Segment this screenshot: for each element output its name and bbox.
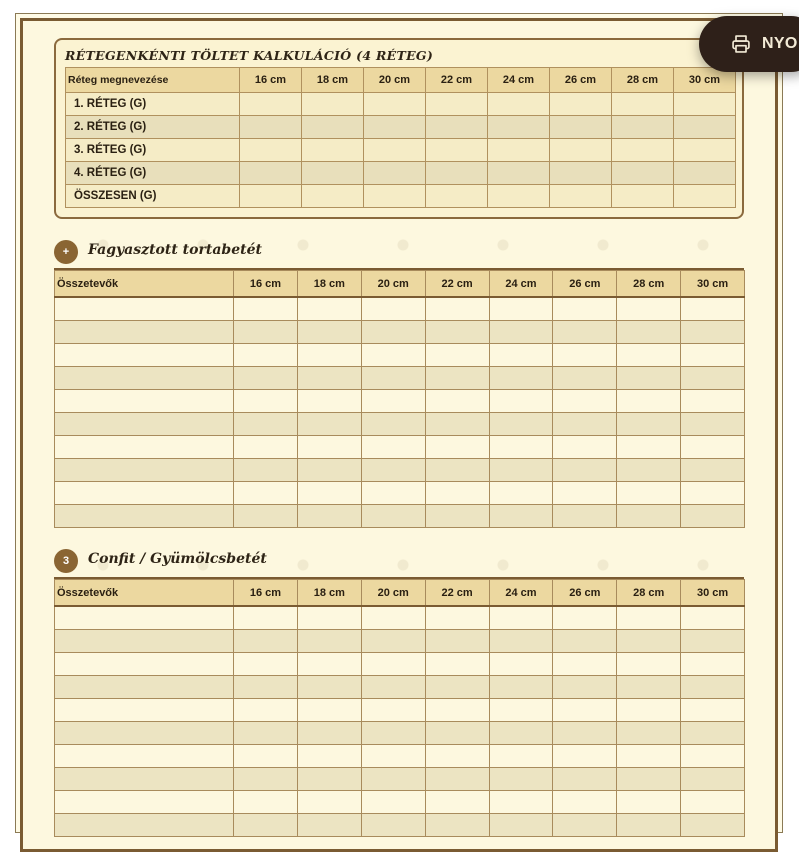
value-cell[interactable] xyxy=(617,630,681,653)
ingredient-cell[interactable] xyxy=(55,768,234,791)
value-cell[interactable] xyxy=(361,505,425,528)
size-header: 18 cm xyxy=(302,68,364,93)
value-cell[interactable] xyxy=(302,116,364,139)
size-header: 28 cm xyxy=(617,580,681,607)
ingredient-cell[interactable] xyxy=(55,390,234,413)
value-cell[interactable] xyxy=(617,814,681,837)
value-cell[interactable] xyxy=(425,722,489,745)
value-cell[interactable] xyxy=(489,676,553,699)
value-cell[interactable] xyxy=(425,390,489,413)
value-cell[interactable] xyxy=(361,459,425,482)
value-cell[interactable] xyxy=(489,297,553,321)
value-cell[interactable] xyxy=(681,699,745,722)
value-cell[interactable] xyxy=(240,185,302,208)
value-cell[interactable] xyxy=(553,630,617,653)
value-cell[interactable] xyxy=(361,653,425,676)
size-header: 28 cm xyxy=(617,271,681,298)
section-number-badge: + xyxy=(54,240,78,264)
value-cell[interactable] xyxy=(681,390,745,413)
value-cell[interactable] xyxy=(361,482,425,505)
value-cell[interactable] xyxy=(297,630,361,653)
size-header: 20 cm xyxy=(364,68,426,93)
value-cell[interactable] xyxy=(361,321,425,344)
value-cell[interactable] xyxy=(617,606,681,630)
value-cell[interactable] xyxy=(234,606,298,630)
value-cell[interactable] xyxy=(681,482,745,505)
value-cell[interactable] xyxy=(302,139,364,162)
size-header: 24 cm xyxy=(489,580,553,607)
ingredient-cell[interactable] xyxy=(55,791,234,814)
value-cell[interactable] xyxy=(674,185,736,208)
value-cell[interactable] xyxy=(553,505,617,528)
value-cell[interactable] xyxy=(425,321,489,344)
layer-row-label: 1. RÉTEG (G) xyxy=(66,93,240,116)
table-row xyxy=(55,321,745,344)
value-cell[interactable] xyxy=(550,139,612,162)
value-cell[interactable] xyxy=(617,459,681,482)
value-cell[interactable] xyxy=(426,139,488,162)
value-cell[interactable] xyxy=(681,459,745,482)
value-cell[interactable] xyxy=(302,93,364,116)
table-row xyxy=(55,606,745,630)
value-cell[interactable] xyxy=(234,344,298,367)
ingredient-cell[interactable] xyxy=(55,653,234,676)
value-cell[interactable] xyxy=(550,93,612,116)
value-cell[interactable] xyxy=(297,699,361,722)
ingredient-cell[interactable] xyxy=(55,367,234,390)
value-cell[interactable] xyxy=(297,436,361,459)
table-row xyxy=(55,413,745,436)
value-cell[interactable] xyxy=(234,653,298,676)
value-cell[interactable] xyxy=(553,653,617,676)
size-header: 24 cm xyxy=(489,271,553,298)
value-cell[interactable] xyxy=(681,630,745,653)
layer-row-label: 3. RÉTEG (G) xyxy=(66,139,240,162)
layer-calculation-table xyxy=(65,67,736,208)
value-cell[interactable] xyxy=(361,390,425,413)
size-header: 16 cm xyxy=(234,580,298,607)
value-cell[interactable] xyxy=(553,768,617,791)
ingredient-cell[interactable] xyxy=(55,413,234,436)
size-header: 20 cm xyxy=(361,271,425,298)
value-cell[interactable] xyxy=(489,606,553,630)
value-cell[interactable] xyxy=(425,699,489,722)
value-cell[interactable] xyxy=(489,390,553,413)
table-row xyxy=(55,676,745,699)
value-cell[interactable] xyxy=(240,93,302,116)
value-cell[interactable] xyxy=(297,676,361,699)
value-cell[interactable] xyxy=(489,413,553,436)
print-button[interactable] xyxy=(699,16,799,72)
table-row xyxy=(55,653,745,676)
value-cell[interactable] xyxy=(674,116,736,139)
table-row xyxy=(66,185,736,208)
table-row xyxy=(55,459,745,482)
value-cell[interactable] xyxy=(240,139,302,162)
value-cell[interactable] xyxy=(302,162,364,185)
value-cell[interactable] xyxy=(489,505,553,528)
value-cell[interactable] xyxy=(297,390,361,413)
value-cell[interactable] xyxy=(617,745,681,768)
value-cell[interactable] xyxy=(426,185,488,208)
section-header-confit xyxy=(54,549,744,579)
value-cell[interactable] xyxy=(489,344,553,367)
value-cell[interactable] xyxy=(234,676,298,699)
value-cell[interactable] xyxy=(617,390,681,413)
value-cell[interactable] xyxy=(361,413,425,436)
size-header: 28 cm xyxy=(612,68,674,93)
table-row xyxy=(55,768,745,791)
value-cell[interactable] xyxy=(234,390,298,413)
value-cell[interactable] xyxy=(297,413,361,436)
value-cell[interactable] xyxy=(617,344,681,367)
table-row xyxy=(66,162,736,185)
value-cell[interactable] xyxy=(617,297,681,321)
value-cell[interactable] xyxy=(297,653,361,676)
size-header: 24 cm xyxy=(488,68,550,93)
value-cell[interactable] xyxy=(674,162,736,185)
ingredient-cell[interactable] xyxy=(55,699,234,722)
ingredient-cell[interactable] xyxy=(55,321,234,344)
table-row xyxy=(66,93,736,116)
value-cell[interactable] xyxy=(425,436,489,459)
table-row xyxy=(55,745,745,768)
value-cell[interactable] xyxy=(234,297,298,321)
value-cell[interactable] xyxy=(234,791,298,814)
value-cell[interactable] xyxy=(425,344,489,367)
value-cell[interactable] xyxy=(297,745,361,768)
ingredient-cell[interactable] xyxy=(55,606,234,630)
size-header: 22 cm xyxy=(426,68,488,93)
value-cell[interactable] xyxy=(553,459,617,482)
size-header: 16 cm xyxy=(240,68,302,93)
value-cell[interactable] xyxy=(681,606,745,630)
value-cell[interactable] xyxy=(488,185,550,208)
value-cell[interactable] xyxy=(681,745,745,768)
value-cell[interactable] xyxy=(612,116,674,139)
value-cell[interactable] xyxy=(234,745,298,768)
value-cell[interactable] xyxy=(553,791,617,814)
value-cell[interactable] xyxy=(617,653,681,676)
value-cell[interactable] xyxy=(425,505,489,528)
value-cell[interactable] xyxy=(364,185,426,208)
size-header: 26 cm xyxy=(553,580,617,607)
table-row xyxy=(55,791,745,814)
ingredient-cell[interactable] xyxy=(55,745,234,768)
value-cell[interactable] xyxy=(681,722,745,745)
value-cell[interactable] xyxy=(297,814,361,837)
value-cell[interactable] xyxy=(488,93,550,116)
value-cell[interactable] xyxy=(550,185,612,208)
value-cell[interactable] xyxy=(297,367,361,390)
value-cell[interactable] xyxy=(681,436,745,459)
value-cell[interactable] xyxy=(681,297,745,321)
value-cell[interactable] xyxy=(361,699,425,722)
value-cell[interactable] xyxy=(297,459,361,482)
ingredients-header: Összetevők xyxy=(55,580,234,607)
value-cell[interactable] xyxy=(553,367,617,390)
value-cell[interactable] xyxy=(553,745,617,768)
value-cell[interactable] xyxy=(553,344,617,367)
value-cell[interactable] xyxy=(489,791,553,814)
size-header: 16 cm xyxy=(234,271,298,298)
value-cell[interactable] xyxy=(489,653,553,676)
value-cell[interactable] xyxy=(617,699,681,722)
value-cell[interactable] xyxy=(681,505,745,528)
ingredient-cell[interactable] xyxy=(55,814,234,837)
table-row xyxy=(55,344,745,367)
layer-row-label: 4. RÉTEG (G) xyxy=(66,162,240,185)
value-cell[interactable] xyxy=(425,606,489,630)
value-cell[interactable] xyxy=(426,93,488,116)
print-button-label: NYO xyxy=(762,35,798,52)
value-cell[interactable] xyxy=(234,722,298,745)
value-cell[interactable] xyxy=(617,791,681,814)
value-cell[interactable] xyxy=(234,459,298,482)
value-cell[interactable] xyxy=(553,676,617,699)
value-cell[interactable] xyxy=(489,814,553,837)
value-cell[interactable] xyxy=(425,653,489,676)
value-cell[interactable] xyxy=(425,482,489,505)
value-cell[interactable] xyxy=(553,722,617,745)
value-cell[interactable] xyxy=(361,367,425,390)
value-cell[interactable] xyxy=(489,699,553,722)
value-cell[interactable] xyxy=(234,321,298,344)
size-header: 30 cm xyxy=(674,68,736,93)
value-cell[interactable] xyxy=(302,185,364,208)
value-cell[interactable] xyxy=(234,814,298,837)
value-cell[interactable] xyxy=(234,367,298,390)
layer-name-header: Réteg megnevezése xyxy=(66,68,240,93)
value-cell[interactable] xyxy=(425,745,489,768)
value-cell[interactable] xyxy=(297,482,361,505)
value-cell[interactable] xyxy=(297,297,361,321)
size-header: 26 cm xyxy=(553,271,617,298)
value-cell[interactable] xyxy=(489,630,553,653)
value-cell[interactable] xyxy=(617,768,681,791)
table-row xyxy=(55,390,745,413)
ingredient-cell[interactable] xyxy=(55,505,234,528)
value-cell[interactable] xyxy=(617,482,681,505)
value-cell[interactable] xyxy=(617,722,681,745)
table-row xyxy=(55,630,745,653)
value-cell[interactable] xyxy=(297,606,361,630)
size-header: 26 cm xyxy=(550,68,612,93)
size-header: 30 cm xyxy=(681,580,745,607)
value-cell[interactable] xyxy=(297,722,361,745)
value-cell[interactable] xyxy=(553,436,617,459)
value-cell[interactable] xyxy=(297,791,361,814)
value-cell[interactable] xyxy=(612,185,674,208)
value-cell[interactable] xyxy=(425,814,489,837)
value-cell[interactable] xyxy=(297,344,361,367)
table-row xyxy=(55,367,745,390)
ingredient-cell[interactable] xyxy=(55,482,234,505)
value-cell[interactable] xyxy=(617,321,681,344)
value-cell[interactable] xyxy=(425,413,489,436)
value-cell[interactable] xyxy=(361,791,425,814)
ingredient-cell[interactable] xyxy=(55,344,234,367)
value-cell[interactable] xyxy=(550,162,612,185)
value-cell[interactable] xyxy=(425,630,489,653)
value-cell[interactable] xyxy=(612,162,674,185)
value-cell[interactable] xyxy=(617,413,681,436)
table-row xyxy=(66,139,736,162)
value-cell[interactable] xyxy=(361,606,425,630)
value-cell[interactable] xyxy=(681,676,745,699)
value-cell[interactable] xyxy=(612,139,674,162)
value-cell[interactable] xyxy=(361,768,425,791)
ingredient-cell[interactable] xyxy=(55,436,234,459)
section-number-badge: 3 xyxy=(54,549,78,573)
value-cell[interactable] xyxy=(234,699,298,722)
value-cell[interactable] xyxy=(234,630,298,653)
size-header: 18 cm xyxy=(297,580,361,607)
value-cell[interactable] xyxy=(297,321,361,344)
value-cell[interactable] xyxy=(612,93,674,116)
size-header: 18 cm xyxy=(297,271,361,298)
value-cell[interactable] xyxy=(361,676,425,699)
value-cell[interactable] xyxy=(361,297,425,321)
value-cell[interactable] xyxy=(553,413,617,436)
value-cell[interactable] xyxy=(364,93,426,116)
value-cell[interactable] xyxy=(425,297,489,321)
layer-row-label: ÖSSZESEN (G) xyxy=(66,185,240,208)
value-cell[interactable] xyxy=(681,768,745,791)
value-cell[interactable] xyxy=(234,505,298,528)
value-cell[interactable] xyxy=(617,367,681,390)
value-cell[interactable] xyxy=(617,676,681,699)
value-cell[interactable] xyxy=(617,436,681,459)
value-cell[interactable] xyxy=(297,505,361,528)
value-cell[interactable] xyxy=(426,162,488,185)
value-cell[interactable] xyxy=(234,436,298,459)
value-cell[interactable] xyxy=(553,390,617,413)
value-cell[interactable] xyxy=(674,139,736,162)
value-cell[interactable] xyxy=(681,344,745,367)
value-cell[interactable] xyxy=(489,722,553,745)
table-row xyxy=(55,814,745,837)
size-header: 22 cm xyxy=(425,580,489,607)
ingredient-cell[interactable] xyxy=(55,722,234,745)
value-cell[interactable] xyxy=(681,321,745,344)
value-cell[interactable] xyxy=(489,436,553,459)
value-cell[interactable] xyxy=(553,814,617,837)
value-cell[interactable] xyxy=(489,321,553,344)
table-row xyxy=(55,722,745,745)
size-header: 22 cm xyxy=(425,271,489,298)
value-cell[interactable] xyxy=(489,459,553,482)
value-cell[interactable] xyxy=(681,653,745,676)
value-cell[interactable] xyxy=(364,139,426,162)
ingredients-header: Összetevők xyxy=(55,271,234,298)
table-row xyxy=(55,297,745,321)
ingredient-cell[interactable] xyxy=(55,297,234,321)
ingredient-cell[interactable] xyxy=(55,630,234,653)
value-cell[interactable] xyxy=(488,139,550,162)
value-cell[interactable] xyxy=(489,367,553,390)
value-cell[interactable] xyxy=(553,482,617,505)
table-row xyxy=(55,699,745,722)
value-cell[interactable] xyxy=(681,814,745,837)
layer-calculation-title: RÉTEGENKÉNTI TÖLTET KALKULÁCIÓ (4 RÉTEG) xyxy=(65,48,434,63)
value-cell[interactable] xyxy=(426,116,488,139)
value-cell[interactable] xyxy=(489,745,553,768)
value-cell[interactable] xyxy=(234,413,298,436)
value-cell[interactable] xyxy=(681,791,745,814)
section-title: Fagyasztott tortabetét xyxy=(88,242,262,258)
ingredient-cell[interactable] xyxy=(55,676,234,699)
value-cell[interactable] xyxy=(361,814,425,837)
layer-calculation-box xyxy=(54,38,744,219)
value-cell[interactable] xyxy=(361,745,425,768)
value-cell[interactable] xyxy=(553,606,617,630)
table-row xyxy=(55,505,745,528)
table-row xyxy=(66,116,736,139)
value-cell[interactable] xyxy=(553,699,617,722)
value-cell[interactable] xyxy=(674,93,736,116)
value-cell[interactable] xyxy=(553,297,617,321)
section-header-frozen-insert xyxy=(54,240,744,270)
value-cell[interactable] xyxy=(364,116,426,139)
value-cell[interactable] xyxy=(681,413,745,436)
value-cell[interactable] xyxy=(425,791,489,814)
ingredients-table-frozen-insert xyxy=(54,270,745,528)
size-header: 20 cm xyxy=(361,580,425,607)
value-cell[interactable] xyxy=(488,162,550,185)
value-cell[interactable] xyxy=(361,722,425,745)
table-row xyxy=(55,436,745,459)
value-cell[interactable] xyxy=(425,459,489,482)
value-cell[interactable] xyxy=(234,768,298,791)
value-cell[interactable] xyxy=(234,482,298,505)
value-cell[interactable] xyxy=(489,768,553,791)
value-cell[interactable] xyxy=(489,482,553,505)
value-cell[interactable] xyxy=(361,344,425,367)
printer-icon xyxy=(731,34,751,54)
value-cell[interactable] xyxy=(364,162,426,185)
value-cell[interactable] xyxy=(550,116,612,139)
value-cell[interactable] xyxy=(297,768,361,791)
size-header: 30 cm xyxy=(681,271,745,298)
layer-row-label: 2. RÉTEG (G) xyxy=(66,116,240,139)
section-title: Confit / Gyümölcsbetét xyxy=(88,551,267,567)
value-cell[interactable] xyxy=(681,367,745,390)
table-row xyxy=(55,482,745,505)
value-cell[interactable] xyxy=(240,116,302,139)
value-cell[interactable] xyxy=(361,436,425,459)
ingredient-cell[interactable] xyxy=(55,459,234,482)
value-cell[interactable] xyxy=(240,162,302,185)
value-cell[interactable] xyxy=(617,505,681,528)
value-cell[interactable] xyxy=(425,676,489,699)
value-cell[interactable] xyxy=(425,768,489,791)
value-cell[interactable] xyxy=(553,321,617,344)
value-cell[interactable] xyxy=(425,367,489,390)
value-cell[interactable] xyxy=(488,116,550,139)
value-cell[interactable] xyxy=(361,630,425,653)
ingredients-table-confit xyxy=(54,579,745,837)
